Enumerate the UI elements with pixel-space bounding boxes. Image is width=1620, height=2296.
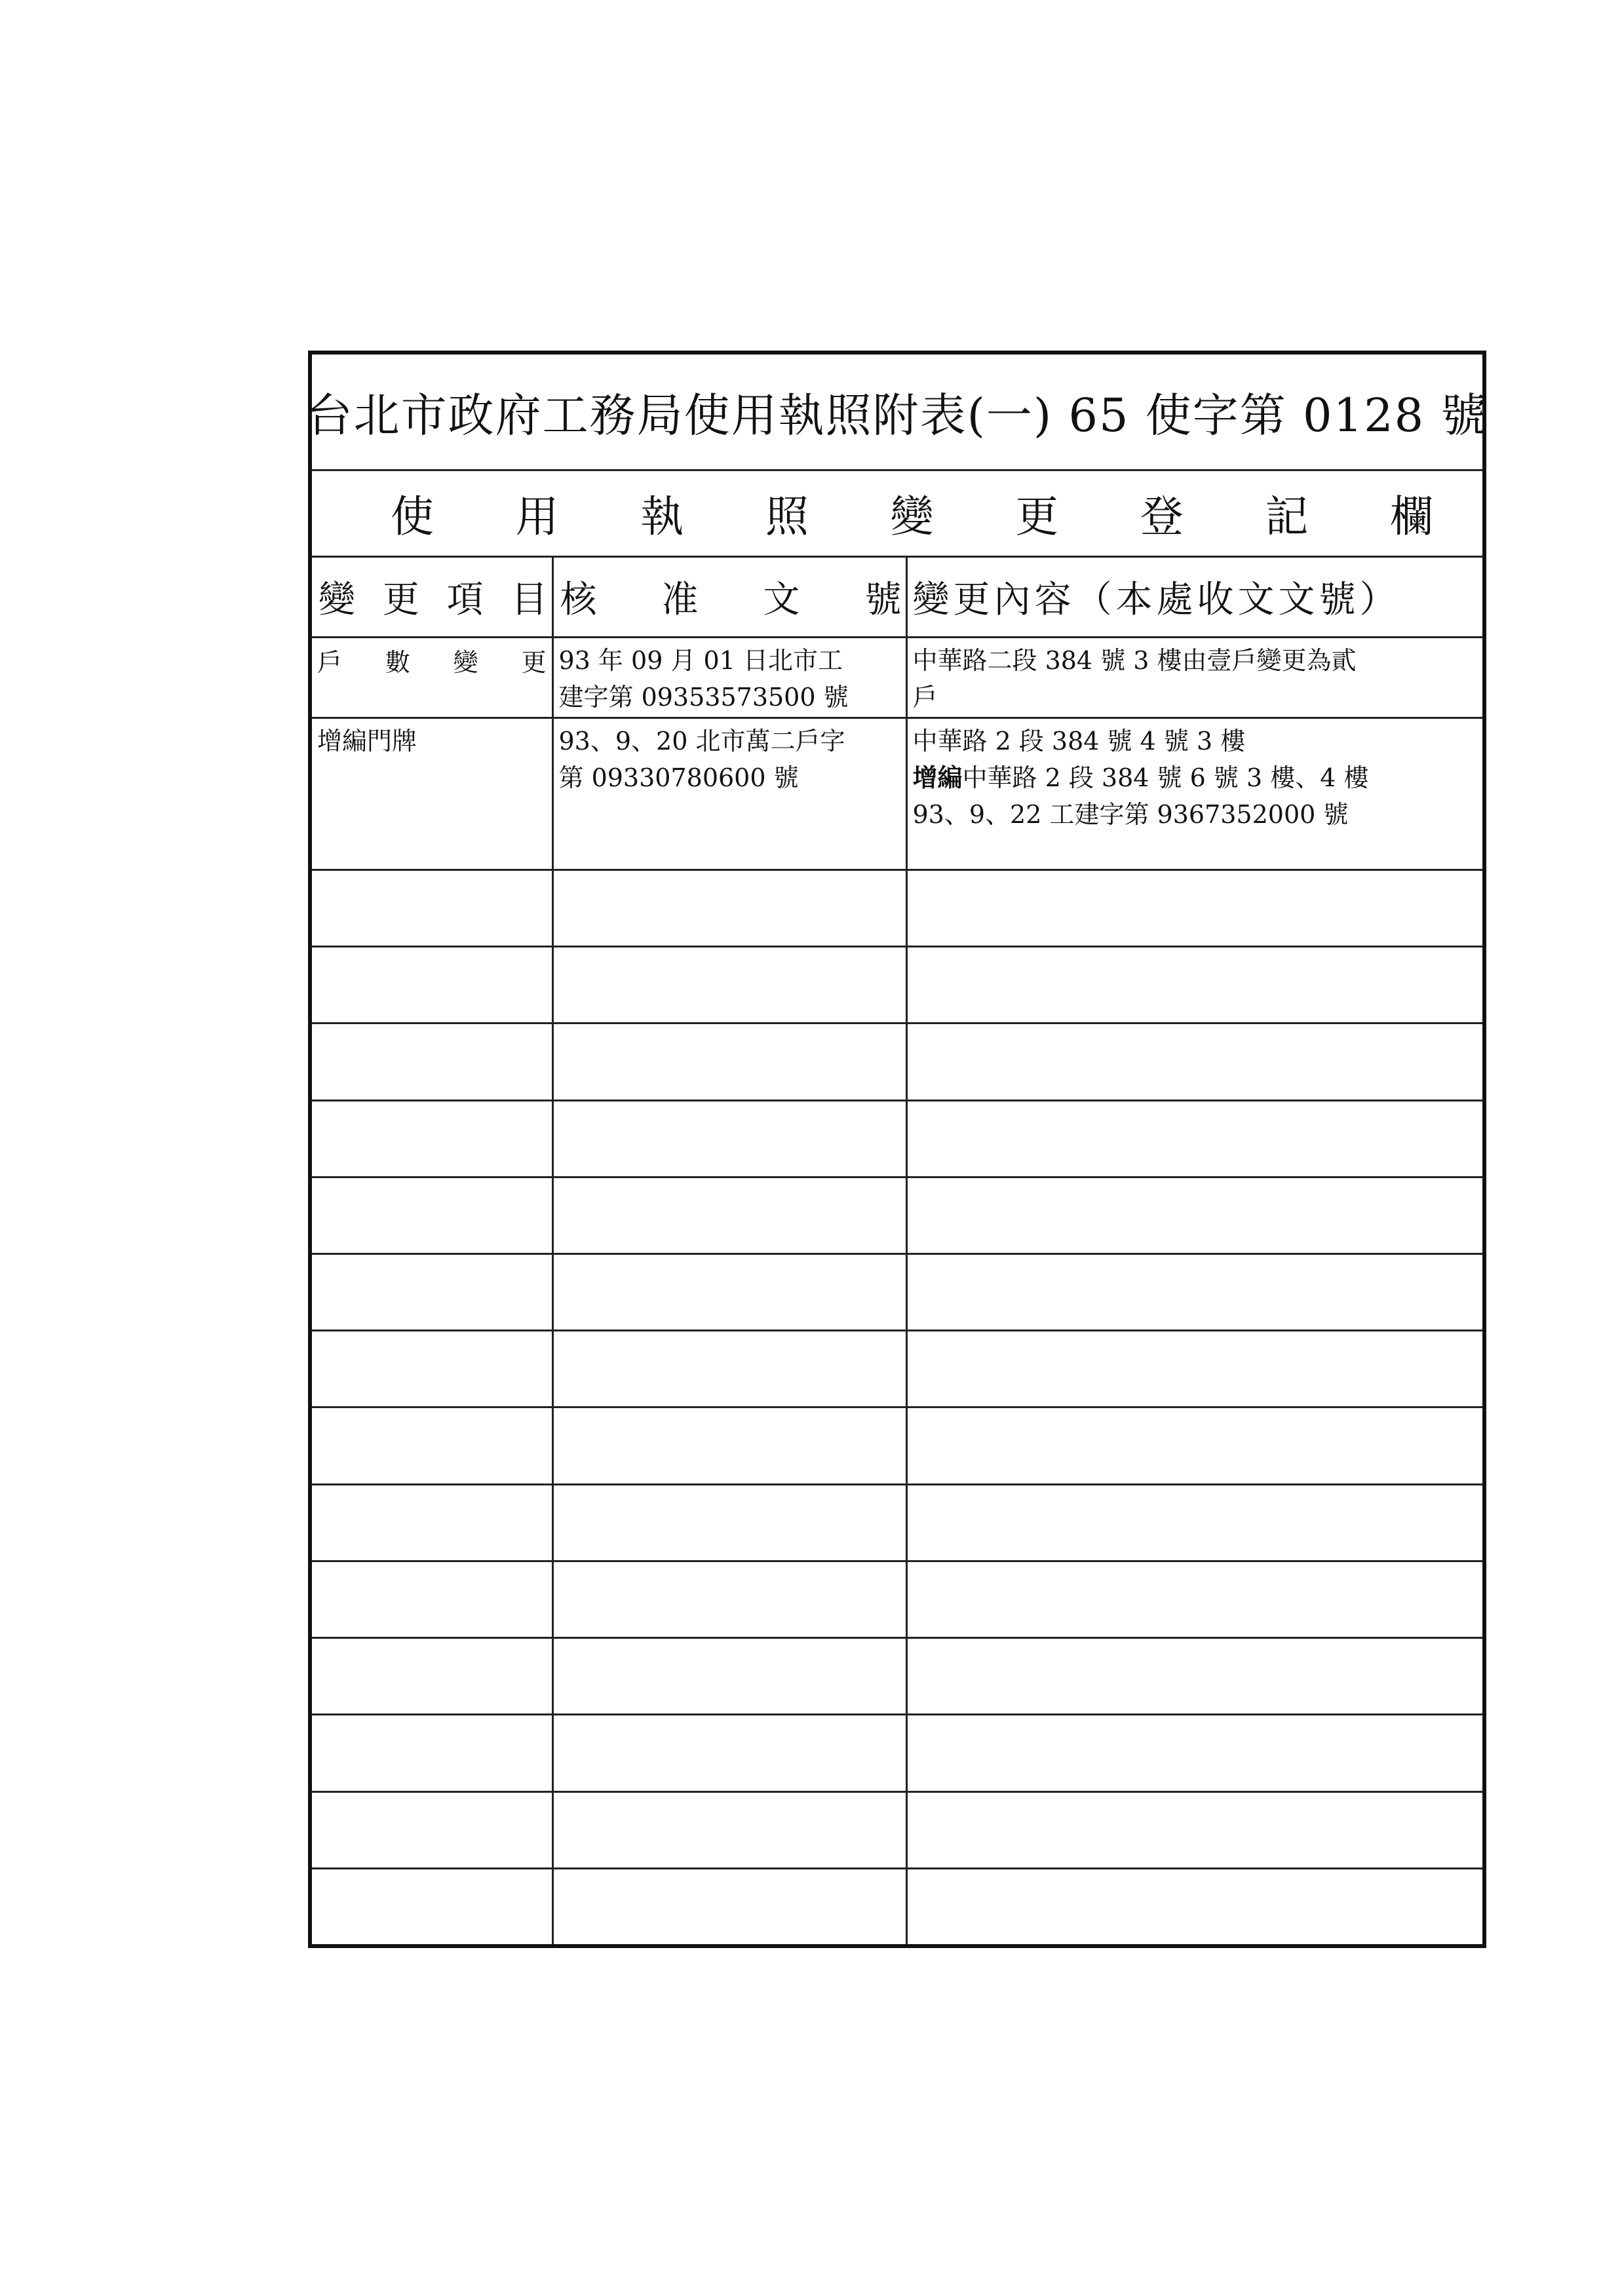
empty-cell	[906, 1331, 1482, 1407]
header-char: 目	[511, 579, 548, 622]
item-char: 戶	[317, 648, 343, 678]
empty-cell	[906, 1561, 1482, 1637]
empty-cell	[906, 1177, 1482, 1253]
change-register-grid	[312, 558, 1482, 1944]
empty-cell	[312, 1100, 552, 1177]
approval-line: 93 年 09 月 01 日北市工	[558, 646, 843, 676]
empty-cell	[312, 1791, 552, 1868]
content-line: 戶	[912, 683, 938, 712]
header-char: 項	[446, 579, 484, 622]
form-subtitle	[312, 469, 1482, 558]
content-line: 中華路 2 段 384 號 4 號 3 樓	[912, 727, 1246, 756]
content-line-text: 中華路 2 段 384 號 6 號 3 樓、4 樓	[962, 763, 1369, 793]
cell-change-content	[906, 718, 1482, 870]
approval-line: 建字第 09353573500 號	[558, 683, 849, 712]
cell-change-content	[906, 638, 1482, 718]
empty-cell	[552, 1638, 906, 1715]
item-char: 變	[453, 648, 478, 678]
header-char: 變	[318, 579, 355, 622]
content-line: 中華路二段 384 號 3 樓由壹戶變更為貳	[912, 646, 1357, 676]
subtitle-char: 記	[1265, 491, 1309, 542]
subtitle-char: 欄	[1390, 491, 1433, 542]
empty-cell	[906, 870, 1482, 946]
empty-cell	[312, 1484, 552, 1561]
empty-cell	[552, 1024, 906, 1100]
cell-change-item	[312, 638, 552, 718]
empty-cell	[312, 947, 552, 1024]
subtitle-char: 用	[515, 491, 559, 542]
header-change-content: 變更內容（本處收文文號）	[906, 558, 1482, 638]
empty-row	[312, 1638, 1482, 1715]
empty-cell	[906, 1484, 1482, 1561]
empty-cell	[552, 1868, 906, 1944]
subtitle-char: 執	[640, 491, 684, 542]
table-row	[312, 718, 1482, 870]
form-title-text: 台北市政府工務局使用執照附表(一) 65 使字第 0128 號	[306, 389, 1488, 442]
empty-cell	[906, 947, 1482, 1024]
empty-cell	[312, 870, 552, 946]
empty-cell	[552, 1715, 906, 1791]
form-title	[306, 354, 1488, 471]
table-row	[312, 638, 1482, 718]
empty-row	[312, 1407, 1482, 1484]
empty-cell	[312, 1407, 552, 1484]
empty-row	[312, 1253, 1482, 1330]
permit-attachment-form	[308, 351, 1486, 1948]
empty-cell	[552, 1791, 906, 1868]
empty-cell	[552, 1484, 906, 1561]
change-register-table	[312, 558, 1482, 1944]
empty-cell	[552, 870, 906, 946]
table-header-row	[312, 558, 1482, 638]
empty-row	[312, 870, 1482, 946]
empty-cell	[906, 1791, 1482, 1868]
empty-cell	[312, 1638, 552, 1715]
empty-row	[312, 1715, 1482, 1791]
subtitle-char: 登	[1140, 491, 1184, 542]
subtitle-char: 使	[391, 491, 434, 542]
empty-row	[312, 1331, 1482, 1407]
empty-cell	[552, 1561, 906, 1637]
subtitle-char: 更	[1015, 491, 1059, 542]
cell-approval-number	[552, 718, 906, 870]
cell-approval-number	[552, 638, 906, 718]
empty-row	[312, 1100, 1482, 1177]
added-label: 增編	[912, 763, 963, 793]
empty-cell	[552, 1331, 906, 1407]
empty-cell	[552, 1100, 906, 1177]
empty-cell	[312, 1715, 552, 1791]
empty-row	[312, 947, 1482, 1024]
empty-cell	[906, 1100, 1482, 1177]
header-char: 文	[763, 579, 800, 622]
header-change-item	[312, 558, 552, 638]
empty-row	[312, 1561, 1482, 1637]
header-char: 准	[661, 579, 699, 622]
header-approval-number	[552, 558, 906, 638]
empty-cell	[312, 1177, 552, 1253]
empty-row	[312, 1791, 1482, 1868]
approval-line: 93、9、20 北市萬二戶字	[558, 727, 845, 756]
empty-cell	[552, 947, 906, 1024]
empty-cell	[312, 1868, 552, 1944]
empty-cell	[906, 1024, 1482, 1100]
empty-row	[312, 1024, 1482, 1100]
empty-cell	[906, 1407, 1482, 1484]
empty-row	[312, 1868, 1482, 1944]
empty-cell	[552, 1177, 906, 1253]
content-line	[913, 759, 1478, 796]
approval-line: 第 09330780600 號	[558, 763, 799, 793]
empty-cell	[312, 1561, 552, 1637]
item-char: 數	[385, 648, 410, 678]
cell-change-item: 增編門牌	[312, 718, 552, 870]
empty-row	[312, 1484, 1482, 1561]
empty-cell	[312, 1331, 552, 1407]
header-char: 更	[382, 579, 419, 622]
subtitle-char: 照	[765, 491, 809, 542]
empty-cell	[312, 1024, 552, 1100]
subtitle-char: 變	[890, 491, 934, 542]
empty-cell	[906, 1868, 1482, 1944]
empty-cell	[552, 1253, 906, 1330]
empty-cell	[312, 1253, 552, 1330]
item-char: 更	[521, 648, 547, 678]
empty-cell	[906, 1253, 1482, 1330]
header-char: 核	[560, 579, 597, 622]
content-line: 93、9、22 工建字第 9367352000 號	[912, 800, 1349, 830]
empty-cell	[552, 1407, 906, 1484]
empty-cell	[906, 1715, 1482, 1791]
empty-cell	[906, 1638, 1482, 1715]
empty-row	[312, 1177, 1482, 1253]
header-char: 號	[864, 579, 902, 622]
